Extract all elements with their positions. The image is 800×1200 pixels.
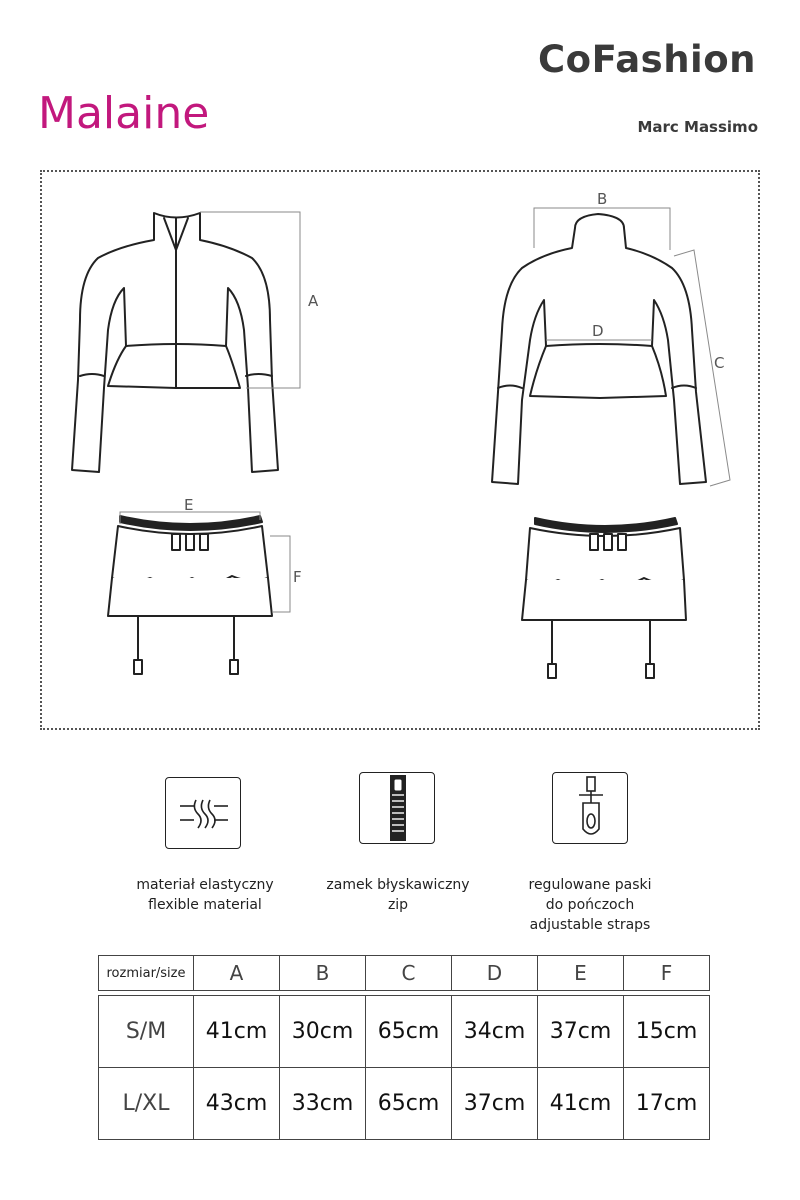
table-cell: 37cm bbox=[538, 996, 624, 1068]
garter-belt-front-drawing bbox=[108, 516, 272, 674]
feature-flexible-material bbox=[110, 875, 300, 915]
designer-name: Marc Massimo bbox=[637, 118, 758, 136]
column-header-c: C bbox=[366, 956, 452, 991]
garter-clip-icon bbox=[552, 772, 628, 844]
feature-label-pl: regulowane paski bbox=[528, 877, 652, 893]
column-header-b: B bbox=[280, 956, 366, 991]
feature-label-pl: zamek błyskawiczny bbox=[326, 877, 470, 893]
garter-belt-back-drawing bbox=[522, 518, 686, 678]
table-cell: 65cm bbox=[366, 1068, 452, 1140]
feature-label-en: flexible material bbox=[148, 897, 262, 913]
stretch-material-icon bbox=[165, 777, 241, 849]
feature-label-pl-2: do pończoch bbox=[545, 897, 635, 913]
table-cell: 15cm bbox=[624, 996, 710, 1068]
table-cell: 41cm bbox=[538, 1068, 624, 1140]
column-header-d: D bbox=[452, 956, 538, 991]
feature-label-en: zip bbox=[387, 897, 409, 913]
table-cell: 33cm bbox=[280, 1068, 366, 1140]
dimension-line-f bbox=[270, 536, 290, 612]
table-cell: 37cm bbox=[452, 1068, 538, 1140]
feature-zip bbox=[303, 875, 493, 915]
jacket-back-drawing bbox=[492, 214, 706, 484]
column-header-e: E bbox=[538, 956, 624, 991]
table-cell: 34cm bbox=[452, 996, 538, 1068]
table-cell: 30cm bbox=[280, 996, 366, 1068]
table-row bbox=[99, 1068, 710, 1140]
brand-logo: CoFashion bbox=[538, 38, 756, 81]
table-row bbox=[99, 996, 710, 1068]
dimension-label-d: D bbox=[592, 322, 604, 340]
size-table bbox=[98, 995, 710, 1140]
feature-label-pl: materiał elastyczny bbox=[136, 877, 274, 893]
dimension-label-b: B bbox=[597, 190, 608, 208]
dimension-label-a: A bbox=[308, 292, 319, 310]
column-header-f: F bbox=[624, 956, 710, 991]
product-title: Malaine bbox=[38, 88, 210, 139]
size-label: L/XL bbox=[99, 1068, 194, 1140]
jacket-front-drawing bbox=[72, 213, 278, 472]
size-table-header bbox=[98, 955, 710, 991]
column-header-a: A bbox=[194, 956, 280, 991]
table-cell: 43cm bbox=[194, 1068, 280, 1140]
table-cell: 17cm bbox=[624, 1068, 710, 1140]
table-cell: 65cm bbox=[366, 996, 452, 1068]
dimension-label-f: F bbox=[293, 568, 302, 586]
dimension-label-e: E bbox=[184, 496, 194, 514]
zipper-icon bbox=[359, 772, 435, 844]
feature-label-en: adjustable straps bbox=[529, 917, 651, 933]
size-column-header: rozmiar/size bbox=[99, 956, 194, 991]
dimension-label-c: C bbox=[714, 354, 725, 372]
table-cell: 41cm bbox=[194, 996, 280, 1068]
size-label: S/M bbox=[99, 996, 194, 1068]
feature-adjustable-straps bbox=[495, 875, 685, 935]
